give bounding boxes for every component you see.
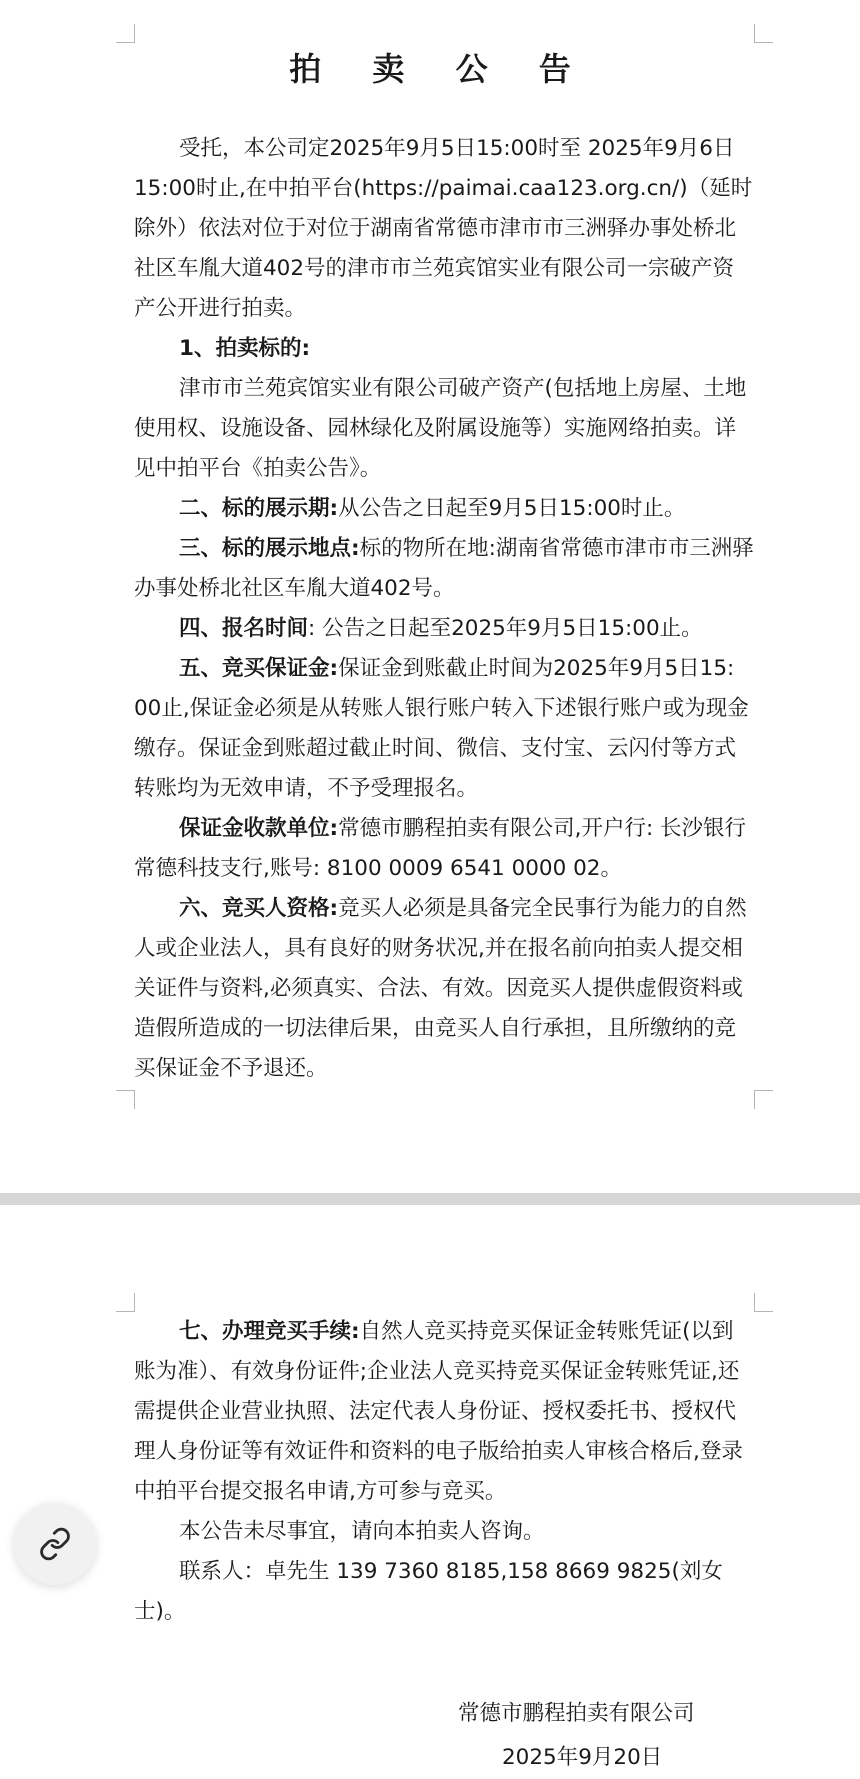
page-title: 拍 卖 公 告 bbox=[289, 50, 591, 88]
section-label: 五、竞买保证金: bbox=[179, 656, 339, 681]
section-6 bbox=[134, 889, 754, 1089]
section-text: : 公告之日起至2025年9月5日15:00止。 bbox=[308, 616, 703, 641]
intro-paragraph: 受托，本公司定2025年9月5日15:00时至 2025年9月6日15:00时止,在中拍平台(https://paimai.caa123.org.cn/)（延时除外）依法对位于对位于湖南省常德市津市市三洲驿办事处桥北社区车胤大道402号的津市市兰苑宾馆实业有限公司一宗破产资产公开进行拍卖。 bbox=[134, 136, 753, 321]
page-corner-mark bbox=[754, 1090, 773, 1109]
section-label: 二、标的展示期: bbox=[179, 496, 339, 521]
section-5 bbox=[134, 649, 754, 809]
section-label: 六、竞买人资格: bbox=[179, 896, 339, 921]
section-5-payee bbox=[134, 809, 754, 889]
section-2 bbox=[134, 489, 754, 529]
page-corner-mark bbox=[754, 24, 773, 43]
section-label: 1、拍卖标的: bbox=[179, 336, 311, 361]
page-corner-mark bbox=[116, 1293, 135, 1312]
section-label: 三、标的展示地点: bbox=[179, 536, 360, 561]
section-text: 标的物所在地:湖南省常德市津市市三洲驿办事处桥北社区车胤大道402号。 bbox=[134, 536, 754, 601]
section-7 bbox=[134, 1312, 754, 1512]
announcement-body bbox=[134, 129, 754, 1089]
section-1 bbox=[134, 329, 754, 369]
document-page-2 bbox=[0, 1205, 860, 1779]
section-label: 保证金收款单位: bbox=[179, 816, 339, 841]
section-label: 四、报名时间 bbox=[179, 616, 309, 641]
section-text: 常德市鹏程拍卖有限公司,开户行: 长沙银行常德科技支行,账号: 8100 0009 6541 0000 02。 bbox=[134, 816, 747, 881]
page-corner-mark bbox=[754, 1293, 773, 1312]
section-text: 保证金到账截止时间为2025年9月5日15: 00止,保证金必须是从转账人银行账户转入下述银行账户或为现金缴存。保证金到账超过截止时间、微信、支付宝、云闪付等方式转账均为无效申请，不予受理报名。 bbox=[134, 656, 749, 801]
section-4 bbox=[134, 609, 754, 649]
section-1-text: 津市市兰苑宾馆实业有限公司破产资产(包括地上房屋、土地使用权、设施设备、园林绿化及附属设施等）实施网络拍卖。详见中拍平台《拍卖公告》。 bbox=[134, 376, 747, 481]
note-paragraph: 本公告未尽事宜，请向本拍卖人咨询。 bbox=[179, 1519, 545, 1544]
page-corner-mark bbox=[116, 24, 135, 43]
section-label: 七、办理竞买手续: bbox=[179, 1319, 360, 1344]
link-icon bbox=[38, 1527, 72, 1561]
announcement-body-continued bbox=[134, 1312, 754, 1632]
section-text: 从公告之日起至9月5日15:00时止。 bbox=[338, 496, 686, 521]
section-text: 竞买人必须是具备完全民事行为能力的自然人或企业法人，具有良好的财务状况,并在报名前向拍卖人提交相关证件与资料,必须真实、合法、有效。因竞买人提供虚假资料或造假所造成的一切法律后果，由竞买人自行承担，且所缴纳的竞买保证金不予退还。 bbox=[134, 896, 747, 1081]
section-3 bbox=[134, 529, 754, 609]
signature-company: 常德市鹏程拍卖有限公司 bbox=[458, 1701, 695, 1726]
signature-date: 2025年9月20日 bbox=[502, 1745, 663, 1770]
link-button[interactable] bbox=[14, 1503, 96, 1585]
section-text: 自然人竞买持竞买保证金转账凭证(以到账为准）、有效身份证件;企业法人竞买持竞买保证金转账凭证,还需提供企业营业执照、法定代表人身份证、授权委托书、授权代理人身份证等有效证件和资料的电子版给拍卖人审核合格后,登录中拍平台提交报名申请,方可参与竞买。 bbox=[134, 1319, 743, 1504]
page-corner-mark bbox=[116, 1090, 135, 1109]
page-separator bbox=[0, 1193, 860, 1205]
contact-paragraph: 联系人：卓先生 139 7360 8185,158 8669 9825(刘女士)。 bbox=[134, 1559, 723, 1624]
